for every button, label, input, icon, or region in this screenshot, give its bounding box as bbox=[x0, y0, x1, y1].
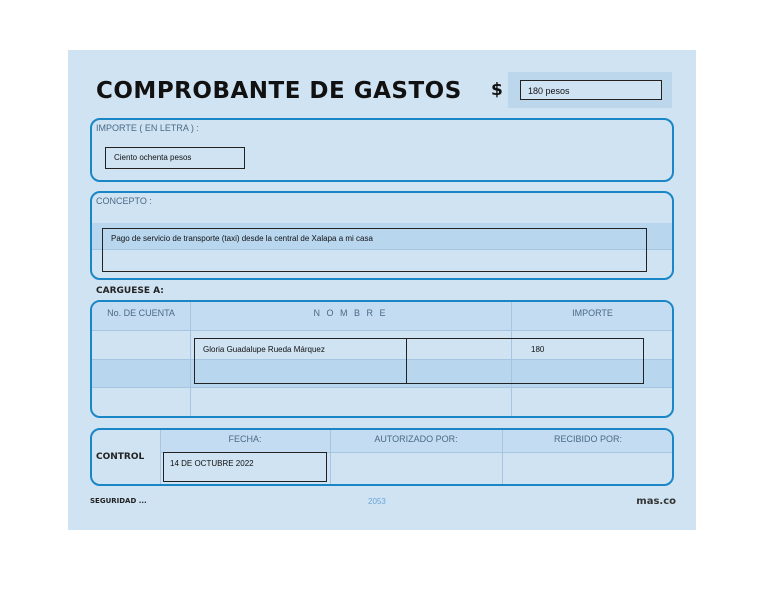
carguese-label: CARGUESE A: bbox=[96, 286, 164, 296]
importe-letra-label: IMPORTE ( EN LETRA ) : bbox=[96, 123, 199, 133]
col-header-nombre: N O M B R E bbox=[313, 308, 388, 318]
concepto-field[interactable]: Pago de servicio de transporte (taxi) desde la central de Xalapa a mi casa bbox=[102, 228, 647, 272]
expense-voucher-form bbox=[68, 50, 696, 530]
security-footer-text: SEGURIDAD ... bbox=[90, 497, 147, 505]
control-panel bbox=[90, 428, 674, 486]
col-header-importe: IMPORTE bbox=[572, 308, 613, 318]
nombre-field[interactable]: Gloria Guadalupe Rueda Márquez bbox=[194, 338, 406, 384]
amount-field[interactable]: 180 pesos bbox=[520, 80, 662, 100]
form-number: 2053 bbox=[368, 497, 386, 506]
currency-symbol: $ bbox=[491, 80, 503, 100]
fecha-header: FECHA: bbox=[228, 434, 262, 444]
autorizado-header: AUTORIZADO POR: bbox=[374, 434, 458, 444]
recibido-field[interactable] bbox=[503, 453, 673, 483]
brand-logo: mas.co bbox=[636, 496, 676, 507]
fecha-field[interactable]: 14 DE OCTUBRE 2022 bbox=[163, 452, 327, 482]
importe-letra-field[interactable]: Ciento ochenta pesos bbox=[105, 147, 245, 169]
table-col-divider-1 bbox=[190, 302, 191, 416]
concepto-label: CONCEPTO : bbox=[96, 196, 152, 206]
importe-field[interactable]: 180 bbox=[406, 338, 644, 384]
col-header-cuenta: No. DE CUENTA bbox=[107, 308, 175, 318]
accounts-table-panel bbox=[90, 300, 674, 418]
autorizado-field[interactable] bbox=[331, 453, 501, 483]
recibido-header: RECIBIDO POR: bbox=[553, 434, 622, 444]
control-label: CONTROL bbox=[96, 452, 145, 462]
importe-letra-panel bbox=[90, 118, 674, 182]
concepto-panel bbox=[90, 191, 674, 280]
form-title: COMPROBANTE DE GASTOS bbox=[96, 78, 462, 104]
table-rule-3 bbox=[92, 387, 672, 388]
table-rule-1 bbox=[92, 330, 672, 331]
